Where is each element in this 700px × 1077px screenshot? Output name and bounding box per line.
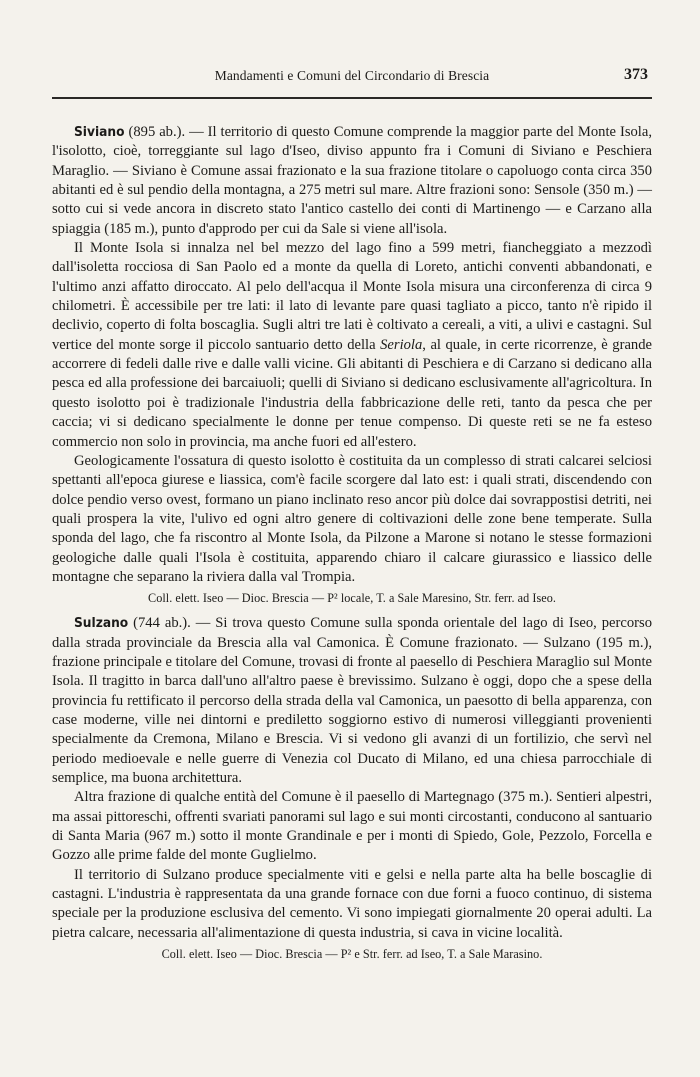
paragraph-text: , al quale, in certe ricorrenze, è grande accorrere di fedeli dalle rive e dalle valli vicine. Gli abitanti di Peschiera e di Carzano si dedicano alla pesca ed alla professione dei barcaiuoli; quelli di Siviano si dedicano esclusivamente all'agricoltura. In questo isolotto poi è tradizionale l'industria della fabbricazione delle reti, tanto da pesca che per caccia; vi si dedicano specialmente le donne per tenue compenso. Di queste reti se ne fa esteso commercio non solo in provincia, ma anche fuori ed all'estero. bbox=[52, 336, 652, 450]
running-title: Mandamenti e Comuni del Circondario di Brescia bbox=[214, 68, 490, 83]
entry-paragraph bbox=[52, 123, 652, 239]
entry-paragraph bbox=[52, 614, 652, 788]
running-header bbox=[52, 66, 652, 90]
paragraph-text: Il Monte Isola si innalza nel bel mezzo del lago fino a 599 metri, fiancheggiato a mezzodì dall'isoletta rocciosa di San Paolo ed a monte da quella di Loreto, antichi conventi abbandonati, e l'ultimo anzi affatto diroccato. Al pelo dell'acqua il Monte Isola misura una circonferenza di circa 9 chilometri. È accessibile per tre lati: il lato di levante pare quasi tagliato a picco, tanto n'è ripido il declivio, coperto di folta boscaglia. Sugli altri tre lati è coltivato a cereali, a viti, a ulivi e castagni. Sul vertice del monte sorge il piccolo santuario detto della bbox=[52, 240, 652, 353]
entry-paragraph: Geologicamente l'ossatura di questo isolotto è costituita da un complesso di strati calcarei selciosi spettanti all'epoca giurese e liassica, com'è facile scorgere dal lato est: i quali strati, discendendo con dolce pendio verso ovest, formano un piano inclinato reso ancor più dolce dai sovrappostisi detriti, nei quali prospera la vite, l'ulivo ed ogni altro genere di coltivazioni delle zone bene temperate. Sulla sponda del lago, che fa riscontro al Monte Isola, da Pilzone a Marone si notano le stesse formazioni geologiche dalle quali l'Isola è costituita, apparendo chiaro il calcare giurassico e liassico delle montagne che separano la riviera dalla val Trompia. bbox=[52, 452, 652, 585]
entry-sulzano bbox=[52, 614, 652, 963]
header-rule bbox=[52, 97, 652, 99]
entry-paragraph: Altra frazione di qualche entità del Comune è il paesello di Martegnago (375 m.). Sentieri alpestri, ma assai pittoreschi, offrenti svariati panorami sul lago e sui monti circostanti, conducono al santuario di Santa Maria (967 m.) sotto il monte Grandinale e per i monti di Spiedo, Gole, Pezzolo, Forcella e Gozzo alle prime falde del monte Guglielmo. bbox=[52, 789, 652, 864]
paragraph-text: (744 ab.). — Si trova questo Comune sulla sponda orientale del lago di Iseo, percorso dalla strada provinciale da Brescia alla val Camonica. È Comune frazionato. — Sulzano (195 m.), frazione principale e titolare del Comune, trovasi di fronte al paesello di Peschiera Maraglio sul Monte Isola. Il tragitto in barca dall'uno all'altro paese è brevissimo. Sulzano è oggi, dopo che a spese della provincia fu rettificato il percorso della strada della val Camonica, un paesotto di bella apparenza, con case moderne, ville nei dintorni e prediletto soggiorno estivo di numerosi villeggianti provenienti specialmente da Cremona, Milano e Brescia. Vi si vedono gli avanzi di un fortilizio, che servì nel periodo medioevale e nelle guerre di Venezia col Ducato di Milano, ed una chiesa parrocchiale di semplice, ma buona architettura. bbox=[52, 615, 652, 786]
page-content bbox=[52, 123, 652, 963]
entry-name: Siviano bbox=[74, 124, 125, 140]
entry-name: Sulzano bbox=[74, 615, 129, 632]
administrative-note: Coll. elett. Iseo — Dioc. Brescia — P² locale, T. a Sale Maresino, Str. ferr. ad Iseo. bbox=[148, 591, 556, 606]
paragraph-text: (895 ab.). — Il territorio di questo Comune comprende la maggior parte del Monte Isola, l'isolotto, cioè, torreggiante sul lago d'Iseo, diviso appunto fra i Comuni di Siviano e Peschiera Maraglio. — Siviano è Comune assai frazionato e la sua frazione titolare o capoluogo conta circa 350 abitanti ed è sul pendio della montagna, a 275 metri sul mare. Altre frazioni sono: Sensole (350 m.) — sotto cui si vede ancora in discreto stato l'antico castello dei conti di Martinengo — e Carzano alla spiaggia (185 m.), punto d'approdo per cui da Sale si viene all'isola. bbox=[52, 124, 652, 237]
page-number: 373 bbox=[624, 66, 648, 83]
book-page bbox=[52, 66, 652, 962]
italic-term: Seriola bbox=[380, 336, 423, 353]
administrative-note: Coll. elett. Iseo — Dioc. Brescia — P² e Str. ferr. ad Iseo, T. a Sale Marasino. bbox=[161, 947, 543, 962]
entry-paragraph bbox=[52, 239, 652, 452]
entry-paragraph: Il territorio di Sulzano produce specialmente viti e gelsi e nella parte alta ha belle boscaglie di castagni. L'industria è rappresentata da una grande fornace con due forni a fuoco continuo, di sistema speciale per la produzione esclusiva del cemento. Vi sono impiegati giornalmente 20 operai adulti. La pietra calcare, necessaria all'alimentazione di questa industria, si cava in vicine località. bbox=[52, 866, 652, 941]
entry-siviano bbox=[52, 123, 652, 607]
